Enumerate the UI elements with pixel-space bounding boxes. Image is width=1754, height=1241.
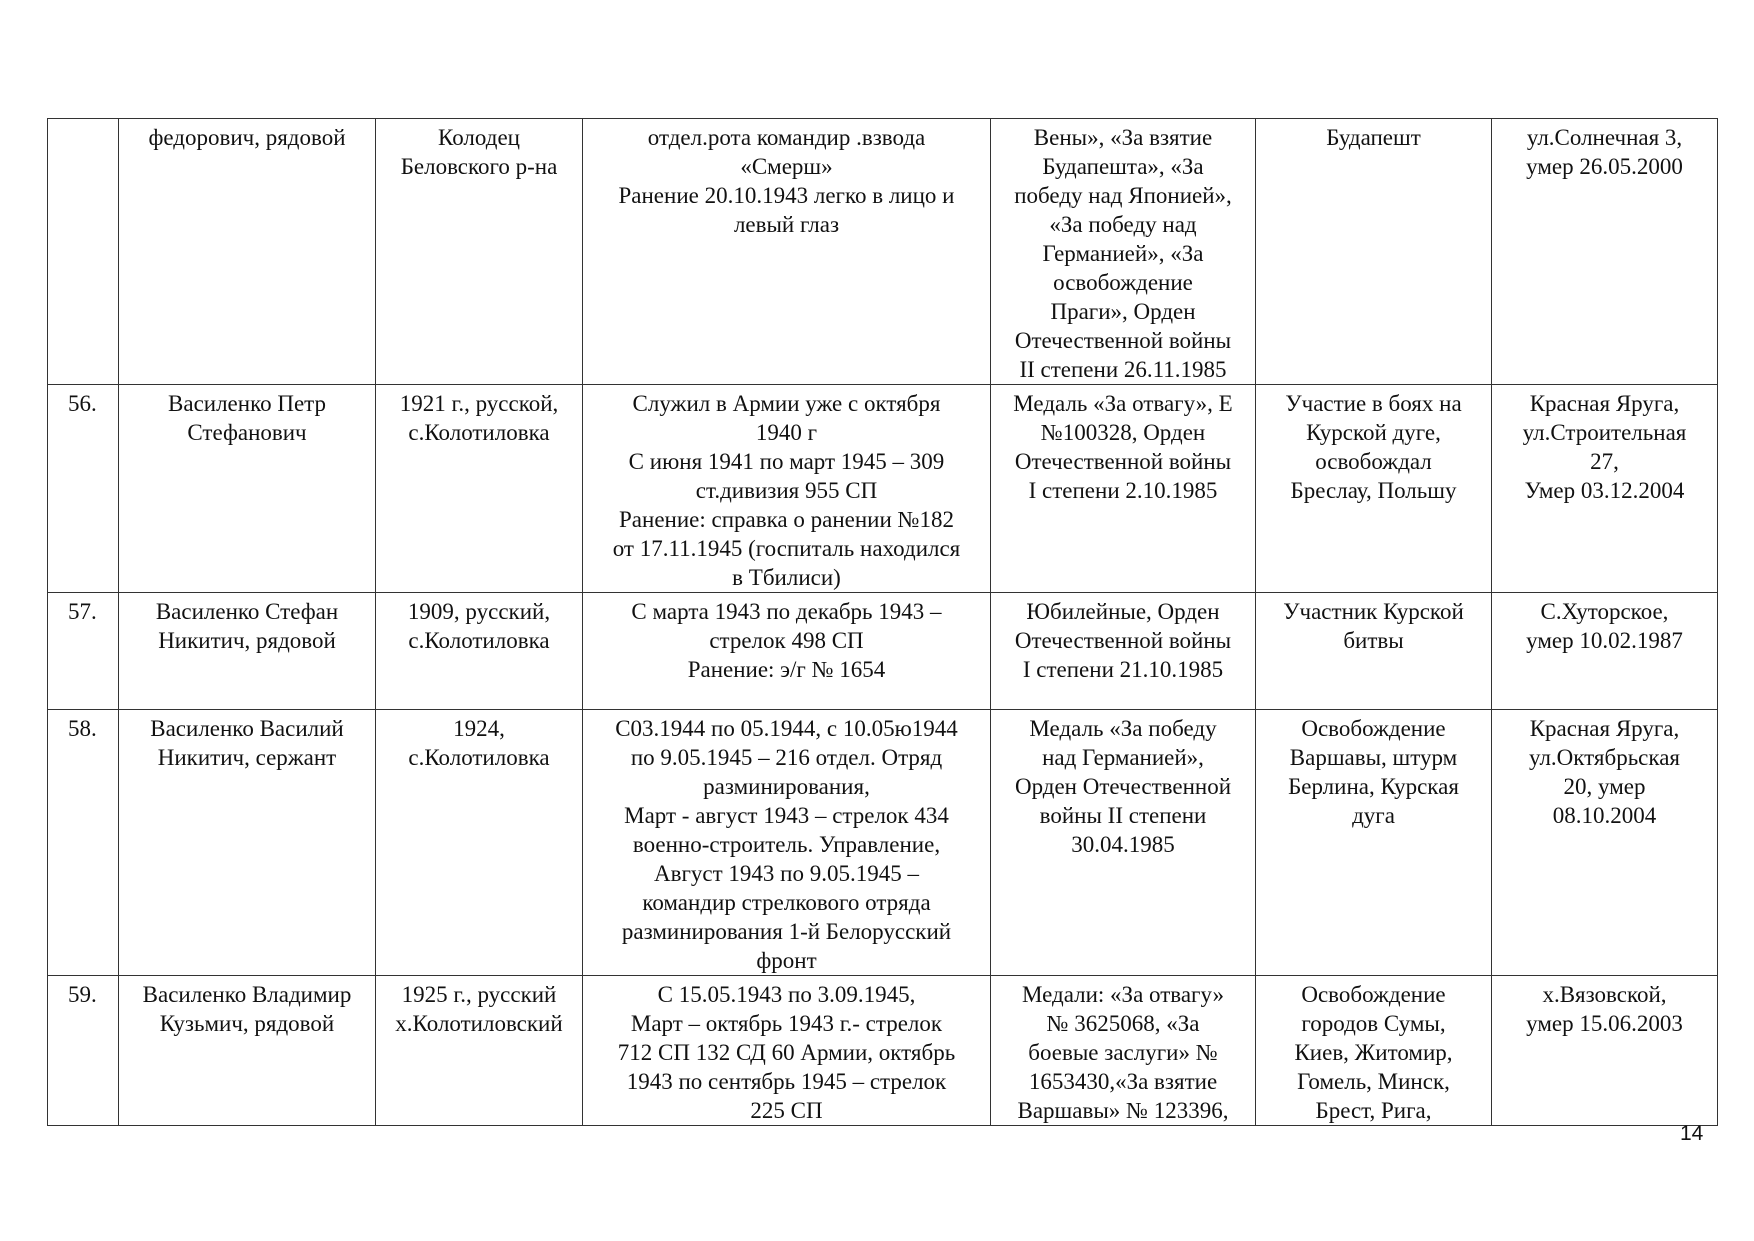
cell-line: Умер 03.12.2004 xyxy=(1524,478,1685,503)
cell-line: Беловского р-на xyxy=(400,154,558,179)
cell-line: 20, умер xyxy=(1563,774,1646,799)
cell-line: битвы xyxy=(1343,628,1404,653)
cell-line: Медаль «За отвагу», Е xyxy=(1013,391,1233,416)
cell-line: Участие в боях на xyxy=(1285,391,1462,416)
cell-fate xyxy=(1492,385,1718,593)
cell-line: Март – октябрь 1943 г.- стрелок xyxy=(630,1011,943,1036)
cell-line: Василенко Василий xyxy=(150,716,344,741)
cell-line: Будапешта», «За xyxy=(1042,154,1204,179)
table-row xyxy=(48,593,1718,710)
cell-line: С июня 1941 по март 1945 – 309 xyxy=(628,449,945,474)
cell-line: Вены», «За взятие xyxy=(1033,125,1213,150)
cell-birth xyxy=(376,593,583,710)
cell-line: стрелок 498 СП xyxy=(709,628,864,653)
cell-service xyxy=(583,385,991,593)
cell-line: умер 15.06.2003 xyxy=(1526,1011,1683,1036)
cell-line: 1653430,«За взятие xyxy=(1028,1069,1218,1094)
cell-line: 30.04.1985 xyxy=(1071,832,1175,857)
cell-line: 1909, русский, xyxy=(407,599,551,624)
cell-line: Киев, Житомир, xyxy=(1294,1040,1453,1065)
cell-line: умер 10.02.1987 xyxy=(1526,628,1683,653)
cell-fate xyxy=(1492,976,1718,1126)
cell-line: Колодец xyxy=(438,125,520,150)
cell-line: Красная Яруга, xyxy=(1529,716,1680,741)
cell-line: с.Колотиловка xyxy=(408,628,550,653)
cell-battles xyxy=(1256,385,1492,593)
cell-birth xyxy=(376,119,583,385)
cell-line: федорович, рядовой xyxy=(148,125,346,150)
cell-name xyxy=(119,710,376,976)
cell-line: Берлина, Курская xyxy=(1288,774,1459,799)
cell-line: 712 СП 132 СД 60 Армии, октябрь xyxy=(617,1040,956,1065)
cell-number: 58. xyxy=(48,710,119,976)
cell-line: Служил в Армии уже с октября xyxy=(632,391,941,416)
cell-line: С марта 1943 по декабрь 1943 – xyxy=(631,599,942,624)
cell-line: Курской дуге, xyxy=(1306,420,1441,445)
cell-line: I степени 21.10.1985 xyxy=(1022,657,1224,682)
cell-line: Медали: «За отвагу» xyxy=(1021,982,1225,1007)
cell-awards xyxy=(991,593,1256,710)
cell-line: умер 26.05.2000 xyxy=(1526,154,1683,179)
cell-line: Участник Курской xyxy=(1283,599,1464,624)
cell-line: 1943 по сентябрь 1945 – стрелок xyxy=(626,1069,947,1094)
cell-number xyxy=(48,119,119,385)
cell-line: ст.дивизия 955 СП xyxy=(695,478,878,503)
cell-line: Орден Отечественной xyxy=(1014,774,1232,799)
cell-line: войны II степени xyxy=(1039,803,1207,828)
cell-line: Праги», Орден xyxy=(1050,299,1196,324)
table-row xyxy=(48,119,1718,385)
cell-line: Ранение 20.10.1943 легко в лицо и xyxy=(618,183,955,208)
cell-line: Август 1943 по 9.05.1945 – xyxy=(654,861,919,886)
cell-line: Василенко Петр xyxy=(168,391,326,416)
cell-number: 59. xyxy=(48,976,119,1126)
cell-birth xyxy=(376,385,583,593)
cell-fate xyxy=(1492,593,1718,710)
cell-line: II степени 26.11.1985 xyxy=(1019,357,1227,382)
cell-line: ул.Солнечная 3, xyxy=(1526,125,1683,150)
cell-line: Кузьмич, рядовой xyxy=(159,1011,335,1036)
cell-service xyxy=(583,593,991,710)
cell-line: Бреслау, Польшу xyxy=(1290,478,1457,503)
table-row xyxy=(48,385,1718,593)
cell-awards xyxy=(991,385,1256,593)
cell-number: 56. xyxy=(48,385,119,593)
cell-battles xyxy=(1256,593,1492,710)
cell-line: х.Колотиловский xyxy=(395,1011,563,1036)
cell-line: Красная Яруга, xyxy=(1529,391,1680,416)
cell-line: Варшавы, штурм xyxy=(1289,745,1458,770)
cell-line: Будапешт xyxy=(1326,125,1421,150)
cell-line: 1924, xyxy=(453,716,505,741)
cell-battles xyxy=(1256,976,1492,1126)
cell-line: I степени 2.10.1985 xyxy=(1028,478,1218,503)
cell-line: от 17.11.1945 (госпиталь находился xyxy=(612,536,961,561)
cell-line: с.Колотиловка xyxy=(408,420,550,445)
cell-line: отдел.рота командир .взвода xyxy=(647,125,926,150)
table-row xyxy=(48,976,1718,1126)
cell-line: военно-строитель. Управление, xyxy=(632,832,941,857)
cell-line: городов Сумы, xyxy=(1301,1011,1446,1036)
cell-name xyxy=(119,593,376,710)
cell-line: Отечественной войны xyxy=(1014,628,1232,653)
cell-name xyxy=(119,385,376,593)
cell-fate xyxy=(1492,710,1718,976)
cell-line: 1921 г., русской, xyxy=(399,391,559,416)
cell-line: командир стрелкового отряда xyxy=(642,890,931,915)
cell-line: боевые заслуги» № xyxy=(1028,1040,1218,1065)
cell-line: в Тбилиси) xyxy=(732,565,841,590)
cell-line: Василенко Стефан xyxy=(155,599,339,624)
cell-line: 225 СП xyxy=(750,1098,823,1123)
cell-line: Отечественной войны xyxy=(1014,449,1232,474)
cell-birth xyxy=(376,976,583,1126)
cell-line: разминирования 1-й Белорусский xyxy=(621,919,952,944)
cell-line: Отечественной войны xyxy=(1014,328,1232,353)
page-number: 14 xyxy=(1680,1122,1704,1145)
cell-line: ул.Октябрьская xyxy=(1528,745,1681,770)
cell-awards xyxy=(991,976,1256,1126)
cell-service xyxy=(583,710,991,976)
cell-service xyxy=(583,976,991,1126)
cell-line: «За победу над xyxy=(1049,212,1197,237)
cell-line: разминирования, xyxy=(703,774,870,799)
cell-battles xyxy=(1256,710,1492,976)
cell-line: Стефанович xyxy=(187,420,307,445)
cell-line: с.Колотиловка xyxy=(408,745,550,770)
cell-line: Германией», «За xyxy=(1042,241,1204,266)
cell-line: Ранение: э/г № 1654 xyxy=(687,657,886,682)
cell-name xyxy=(119,976,376,1126)
cell-line: С03.1944 по 05.1944, с 10.05ю1944 xyxy=(615,716,958,741)
veterans-table xyxy=(47,118,1718,1126)
cell-line: Медаль «За победу xyxy=(1029,716,1217,741)
cell-service xyxy=(583,119,991,385)
cell-awards xyxy=(991,710,1256,976)
cell-line: освобождение xyxy=(1053,270,1193,295)
cell-line: победу над Японией», xyxy=(1014,183,1232,208)
cell-line: ул.Строительная xyxy=(1522,420,1687,445)
cell-line: освобождал xyxy=(1315,449,1432,474)
cell-battles xyxy=(1256,119,1492,385)
table-row xyxy=(48,710,1718,976)
table-body xyxy=(48,119,1718,1126)
cell-line: Освобождение xyxy=(1301,716,1446,741)
cell-line: 27, xyxy=(1590,449,1619,474)
cell-name xyxy=(119,119,376,385)
cell-awards xyxy=(991,119,1256,385)
cell-line: Освобождение xyxy=(1301,982,1446,1007)
cell-number: 57. xyxy=(48,593,119,710)
cell-line: Василенко Владимир xyxy=(142,982,352,1007)
cell-line: Ранение: справка о ранении №182 xyxy=(619,507,954,532)
cell-line: №100328, Орден xyxy=(1040,420,1206,445)
cell-fate xyxy=(1492,119,1718,385)
cell-line: фронт xyxy=(756,948,817,973)
cell-line: по 9.05.1945 – 216 отдел. Отряд xyxy=(630,745,943,770)
cell-line: х.Вязовской, xyxy=(1542,982,1667,1007)
cell-line: левый глаз xyxy=(733,212,840,237)
cell-line: Гомель, Минск, xyxy=(1297,1069,1450,1094)
cell-line: С.Хуторское, xyxy=(1540,599,1669,624)
cell-line: 1925 г., русский xyxy=(401,982,557,1007)
cell-line: Никитич, рядовой xyxy=(158,628,336,653)
cell-line: Варшавы» № 123396, xyxy=(1017,1098,1229,1123)
cell-line: С 15.05.1943 по 3.09.1945, xyxy=(657,982,916,1007)
cell-line: Март - август 1943 – стрелок 434 xyxy=(624,803,949,828)
cell-line: «Смерш» xyxy=(740,154,833,179)
cell-birth xyxy=(376,710,583,976)
cell-line: Никитич, сержант xyxy=(157,745,337,770)
cell-line: Юбилейные, Орден xyxy=(1026,599,1220,624)
cell-line: № 3625068, «За xyxy=(1046,1011,1200,1036)
cell-line: дуга xyxy=(1352,803,1395,828)
cell-line: над Германией», xyxy=(1042,745,1204,770)
cell-line: 1940 г xyxy=(755,420,818,445)
cell-line: 08.10.2004 xyxy=(1552,803,1657,828)
cell-line: Брест, Рига, xyxy=(1315,1098,1432,1123)
